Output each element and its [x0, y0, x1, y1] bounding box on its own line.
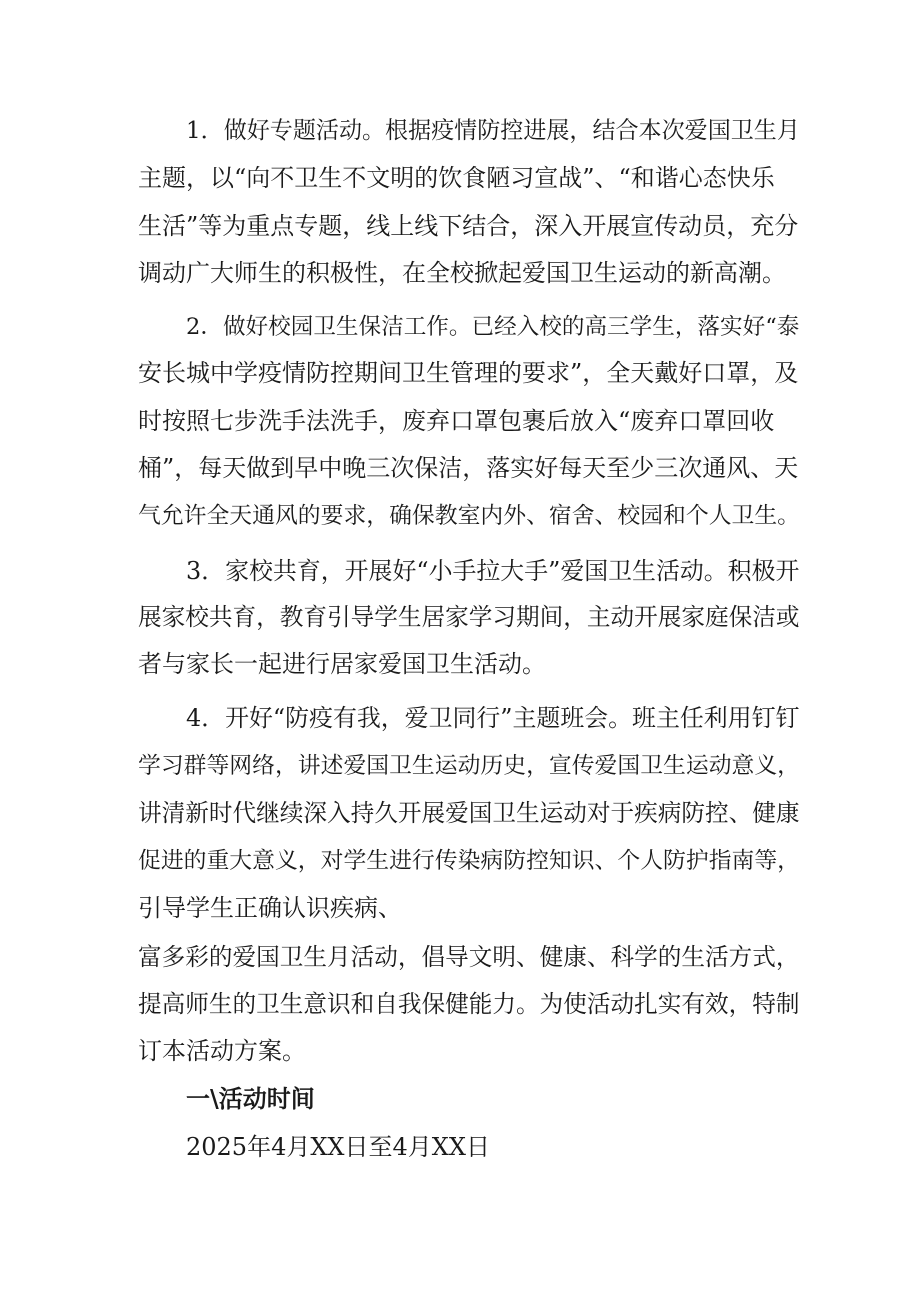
paragraph-4-line-2: 学习群等网络，讲述爱国卫生运动历史，宣传爱国卫生运动意义， [138, 753, 801, 779]
section-heading-activity-time: 一\活动时间 [186, 1084, 315, 1113]
paragraph-1-line-4: 调动广大师生的积极性，在全校掀起爱国卫生运动的新高潮。 [138, 259, 786, 287]
paragraph-2-line-1: 2．做好校园卫生保洁工作。已经入校的高三学生，落实好“泰 [186, 314, 800, 340]
paragraph-5-line-2: 提高师生的卫生意识和自我保健能力。为使活动扎实有效，特制 [138, 990, 800, 1018]
paragraph-4-line-3: 讲清新时代继续深入持久开展爱国卫生运动对于疾病防控、健康 [138, 799, 800, 827]
paragraph-5-line-3: 订本活动方案。 [138, 1037, 306, 1065]
paragraph-3-line-2: 展家校共育，教育引导学生居家学习期间，主动开展家庭保洁或 [138, 603, 800, 631]
paragraph-4-line-5: 引导学生正确认识疾病、 [138, 894, 402, 922]
paragraph-1-line-2: 主题，以“向不卫生不文明的饮食陋习宣战”、“和谐心态快乐 [138, 164, 775, 192]
paragraph-3-line-1: 3．家校共育，开展好“小手拉大手”爱国卫生活动。积极开 [186, 557, 800, 585]
paragraph-4-line-1: 4．开好“防疫有我，爱卫同行”主题班会。班主任利用钉钉 [186, 704, 800, 732]
paragraph-1-line-3: 生活”等为重点专题，线上线下结合，深入开展宣传动员，充分 [138, 212, 799, 240]
paragraph-2-line-2: 安长城中学疫情防控期间卫生管理的要求”，全天戴好口罩，及 [138, 359, 799, 387]
paragraph-3-line-3: 者与家长一起进行居家爱国卫生活动。 [138, 650, 546, 678]
paragraph-1-line-1: 1．做好专题活动。根据疫情防控进展，结合本次爱国卫生月 [186, 118, 800, 144]
paragraph-2-line-4: 桶”，每天做到早中晚三次保洁，落实好每天至少三次通风、天 [138, 454, 799, 482]
paragraph-2-line-5: 气允许全天通风的要求，确保教室内外、宿舍、校园和个人卫生。 [138, 503, 801, 529]
paragraph-2-line-3: 时按照七步洗手法洗手，废弃口罩包裹后放入“废弃口罩回收 [138, 407, 775, 435]
activity-date-range: 2025年4月XX日至4月XX日 [186, 1133, 490, 1161]
paragraph-5-line-1: 富多彩的爱国卫生月活动，倡导文明、健康、科学的生活方式， [138, 943, 800, 971]
paragraph-4-line-4: 促进的重大意义，对学生进行传染病防控知识、个人防护指南等， [138, 848, 801, 874]
